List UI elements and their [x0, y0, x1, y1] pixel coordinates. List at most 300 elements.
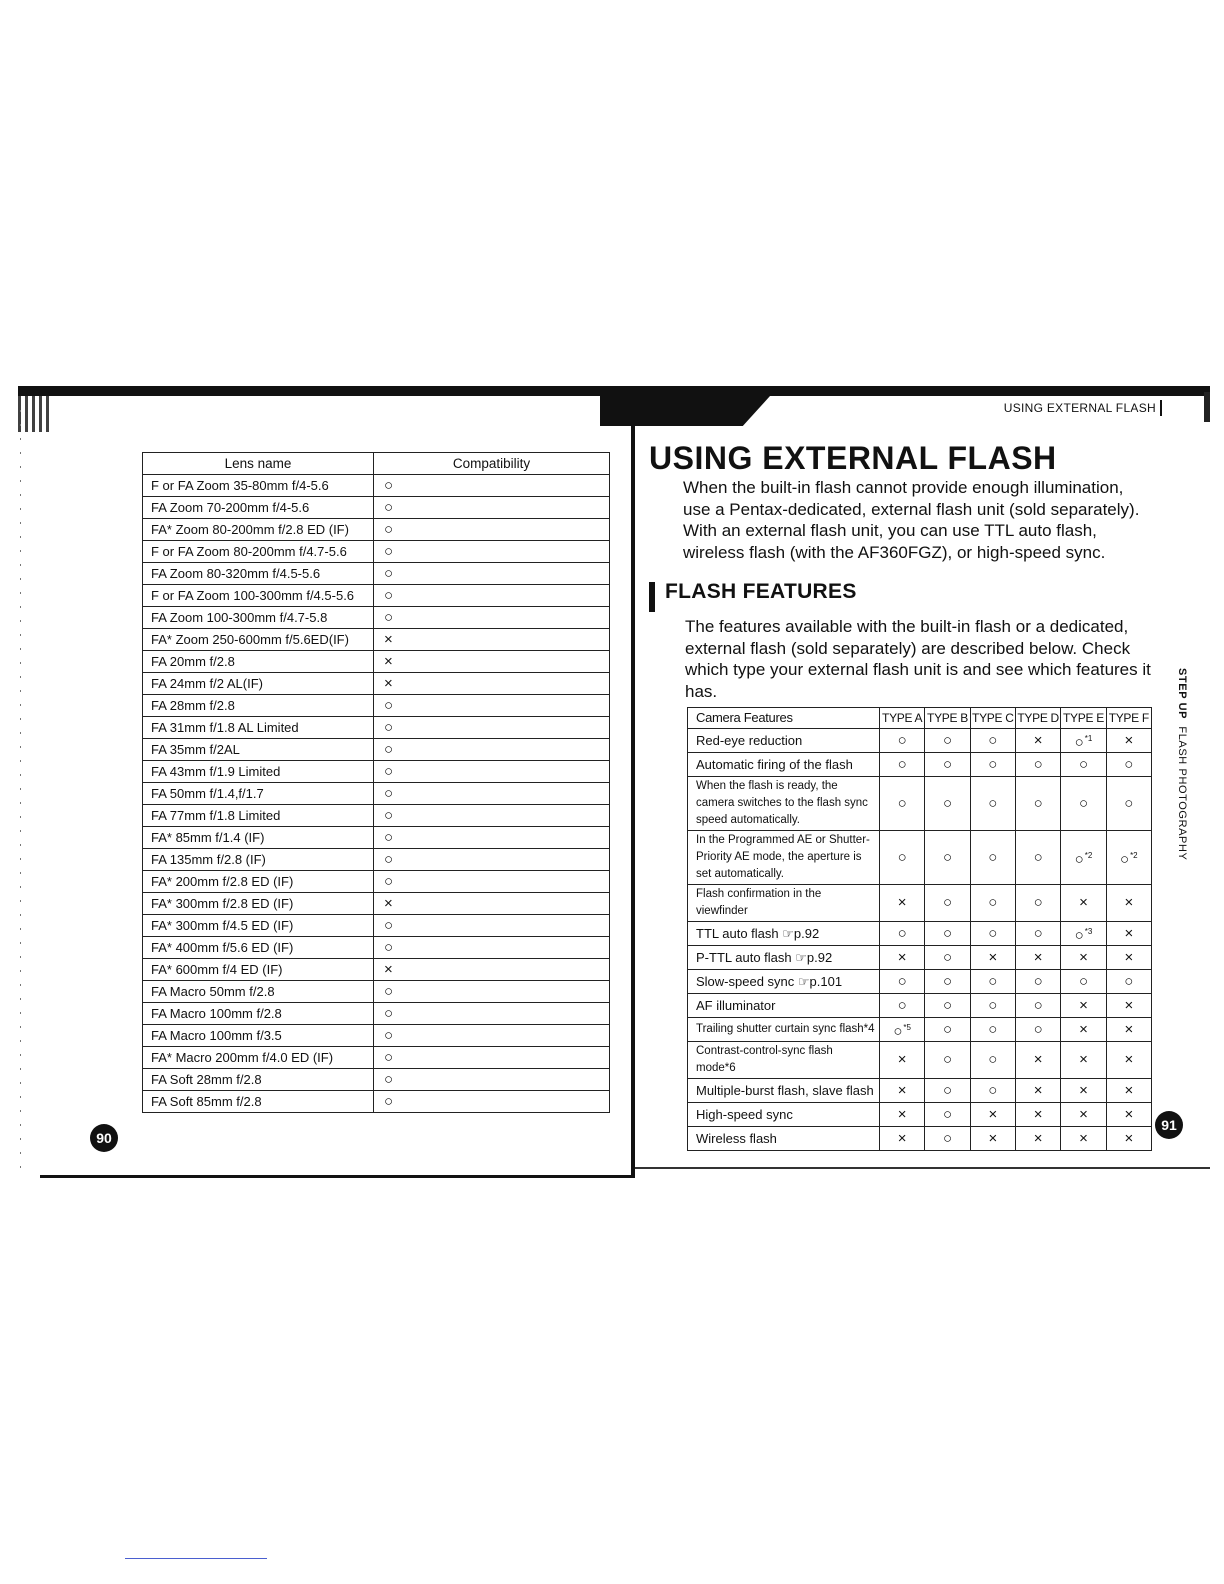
features-table-header [688, 708, 1152, 729]
table-row [143, 937, 610, 959]
support-mark: ○ [988, 1051, 998, 1068]
table-row [688, 1018, 1152, 1042]
table-row [688, 1127, 1152, 1151]
feature-mark-cell [970, 753, 1015, 777]
support-mark: ○ [1074, 926, 1084, 944]
top-band-notch [600, 396, 770, 426]
table-row [143, 915, 610, 937]
compatibility-mark: ○ [374, 585, 610, 607]
support-mark: ○ [942, 848, 953, 866]
table-row [143, 893, 610, 915]
compatibility-mark: ○ [374, 805, 610, 827]
type-e-header: TYPE E [1061, 708, 1106, 729]
support-mark: × [1079, 894, 1088, 911]
table-row [688, 753, 1152, 777]
compatibility-mark: ○ [374, 827, 610, 849]
compatibility-mark: ○ [374, 739, 610, 761]
feature-mark-cell [1061, 922, 1106, 946]
page-number-left: 90 [90, 1124, 118, 1152]
feature-mark-cell [1106, 1103, 1151, 1127]
compatibility-mark: ○ [374, 475, 610, 497]
compatibility-mark: ○ [374, 607, 610, 629]
table-row [143, 827, 610, 849]
camera-features-header: Camera Features [688, 708, 880, 729]
support-mark: × [1124, 1020, 1134, 1038]
footnote-marker: *2 [1130, 850, 1138, 860]
support-mark: × [1079, 996, 1088, 1014]
feature-mark-cell [1015, 946, 1060, 970]
section-body: The features available with the built-in flash or a dedicated, external flash (sold separately) are described below. Check which type your external flash unit is and see which features it has. [685, 617, 1151, 701]
feature-mark-cell [1061, 1127, 1106, 1151]
support-mark: ○ [942, 924, 953, 942]
feature-mark-cell [1061, 946, 1106, 970]
table-row [143, 1025, 610, 1047]
support-mark: ○ [893, 1022, 903, 1040]
feature-label-cell: When the flash is ready, the camera switches to the flash sync speed automatically. [688, 777, 880, 831]
feature-mark-cell [1106, 1127, 1151, 1151]
lens-name-cell: FA Soft 28mm f/2.8 [143, 1069, 374, 1091]
feature-mark-cell [1061, 777, 1106, 831]
feature-mark-cell [880, 885, 925, 922]
feature-mark-cell [925, 1079, 970, 1103]
feature-label-cell: Multiple-burst flash, slave flash [688, 1079, 880, 1103]
feature-mark-cell [925, 970, 970, 994]
feature-mark-cell [880, 1079, 925, 1103]
compatibility-mark: ○ [374, 849, 610, 871]
feature-mark-cell [925, 753, 970, 777]
feature-mark-cell [970, 922, 1015, 946]
support-mark: × [988, 948, 998, 966]
support-mark: ○ [988, 1081, 998, 1099]
compatibility-mark: ○ [374, 1003, 610, 1025]
feature-mark-cell [1106, 831, 1151, 885]
table-row [143, 761, 610, 783]
feature-mark-cell [1106, 729, 1151, 753]
support-mark: ○ [1033, 794, 1043, 812]
feature-mark-cell [1015, 1127, 1060, 1151]
table-row [688, 1079, 1152, 1103]
table-row [143, 519, 610, 541]
support-mark: ○ [1124, 794, 1134, 812]
support-mark: × [988, 1105, 998, 1123]
compatibility-mark: × [374, 959, 610, 981]
table-row [143, 497, 610, 519]
feature-mark-cell [925, 946, 970, 970]
lens-name-cell: FA* 300mm f/2.8 ED (IF) [143, 893, 374, 915]
support-mark: × [988, 1129, 998, 1147]
feature-mark-cell [970, 885, 1015, 922]
support-mark: ○ [897, 848, 907, 866]
table-row [688, 1103, 1152, 1127]
lens-name-cell: FA* 300mm f/4.5 ED (IF) [143, 915, 374, 937]
lens-name-cell: FA* 600mm f/4 ED (IF) [143, 959, 374, 981]
support-mark: × [1033, 1105, 1043, 1123]
lens-compatibility-table [142, 452, 610, 1113]
feature-mark-cell [1106, 922, 1151, 946]
support-mark: ○ [1033, 1020, 1043, 1038]
lens-name-cell: FA 24mm f/2 AL(IF) [143, 673, 374, 695]
side-section-tab [1168, 668, 1188, 860]
feature-mark-cell [1106, 1079, 1151, 1103]
lens-name-cell: FA* Macro 200mm f/4.0 ED (IF) [143, 1047, 374, 1069]
support-mark: × [1079, 1105, 1088, 1123]
feature-mark-cell [1015, 1018, 1060, 1042]
feature-mark-cell [970, 970, 1015, 994]
feature-mark-cell [925, 922, 970, 946]
compatibility-mark: ○ [374, 717, 610, 739]
footnote-marker: *1 [1084, 733, 1093, 743]
feature-mark-cell [925, 1042, 970, 1079]
support-mark: ○ [1074, 850, 1084, 868]
feature-mark-cell [1015, 1079, 1060, 1103]
table-row [143, 717, 610, 739]
intro-paragraph: When the built-in flash cannot provide enough illumination, use a Pentax-dedicated, external flash unit (sold separately). With an external flash unit, you can use TTL auto flash, wireless flash (with the AF360FGZ), or high-speed sync. [683, 478, 1140, 562]
feature-mark-cell [970, 777, 1015, 831]
bottom-rule-left [40, 1175, 635, 1178]
table-row [688, 729, 1152, 753]
table-row [143, 981, 610, 1003]
feature-mark-cell [970, 831, 1015, 885]
feature-mark-cell [880, 753, 925, 777]
support-mark: ○ [897, 755, 907, 773]
feature-mark-cell [1061, 885, 1106, 922]
compatibility-mark: ○ [374, 981, 610, 1003]
compatibility-mark: × [374, 629, 610, 651]
feature-mark-cell [880, 1127, 925, 1151]
support-mark: × [1079, 1129, 1088, 1147]
lens-table-header [143, 453, 610, 475]
type-f-header: TYPE F [1106, 708, 1151, 729]
lens-name-cell: FA Zoom 70-200mm f/4-5.6 [143, 497, 374, 519]
support-mark: × [897, 894, 907, 911]
compatibility-mark: ○ [374, 1047, 610, 1069]
feature-mark-cell [1106, 885, 1151, 922]
table-row [688, 922, 1152, 946]
type-a-header: TYPE A [880, 708, 925, 729]
support-mark: × [1124, 1129, 1134, 1147]
support-mark: × [1124, 1105, 1134, 1123]
support-mark: ○ [988, 848, 998, 866]
table-row [143, 541, 610, 563]
lens-name-header: Lens name [143, 453, 374, 475]
feature-mark-cell [925, 831, 970, 885]
feature-mark-cell [1015, 1042, 1060, 1079]
lens-name-cell: FA 77mm f/1.8 Limited [143, 805, 374, 827]
table-row [143, 563, 610, 585]
support-mark: ○ [942, 731, 953, 749]
support-mark: ○ [1033, 848, 1043, 866]
registration-marks [18, 396, 52, 432]
support-mark: ○ [988, 755, 998, 773]
section-title: FLASH FEATURES [665, 580, 857, 603]
lens-name-cell: FA 35mm f/2AL [143, 739, 374, 761]
support-mark: ○ [1033, 755, 1043, 773]
support-mark: ○ [1120, 850, 1130, 868]
support-mark: ○ [942, 948, 953, 966]
table-row [143, 739, 610, 761]
support-mark: ○ [988, 924, 998, 942]
support-mark: ○ [988, 1020, 998, 1038]
lens-name-cell: FA Macro 50mm f/2.8 [143, 981, 374, 1003]
feature-mark-cell [1061, 994, 1106, 1018]
feature-mark-cell [1061, 1042, 1106, 1079]
support-mark: × [1079, 1051, 1088, 1068]
type-d-header: TYPE D [1015, 708, 1060, 729]
feature-label-cell: In the Programmed AE or Shutter-Priority AE mode, the aperture is set automatically. [688, 831, 880, 885]
footnote-marker: *3 [1084, 926, 1093, 936]
support-mark: × [1079, 948, 1088, 966]
section-bar [649, 582, 655, 612]
type-c-header: TYPE C [970, 708, 1015, 729]
feature-label-cell: TTL auto flash ☞p.92 [688, 922, 880, 946]
support-mark: × [1124, 894, 1134, 911]
feature-mark-cell [970, 1042, 1015, 1079]
top-band [18, 386, 1210, 396]
support-mark: ○ [897, 972, 907, 990]
running-head: USING EXTERNAL FLASH [960, 400, 1162, 416]
support-mark: ○ [988, 996, 998, 1014]
flash-features-table [687, 707, 1152, 1151]
feature-mark-cell [880, 994, 925, 1018]
feature-mark-cell [880, 1018, 925, 1042]
feature-mark-cell [1015, 970, 1060, 994]
feature-mark-cell [880, 946, 925, 970]
feature-mark-cell [1015, 753, 1060, 777]
support-mark: ○ [942, 1051, 953, 1068]
support-mark: ○ [897, 794, 907, 812]
compatibility-mark: ○ [374, 541, 610, 563]
support-mark: × [1033, 1051, 1043, 1068]
lens-name-cell: F or FA Zoom 100-300mm f/4.5-5.6 [143, 585, 374, 607]
feature-mark-cell [1061, 1103, 1106, 1127]
compatibility-mark: ○ [374, 519, 610, 541]
feature-mark-cell [1106, 777, 1151, 831]
feature-mark-cell [1106, 946, 1151, 970]
lens-name-cell: F or FA Zoom 35-80mm f/4-5.6 [143, 475, 374, 497]
feature-mark-cell [1106, 994, 1151, 1018]
lens-name-cell: FA Zoom 80-320mm f/4.5-5.6 [143, 563, 374, 585]
support-mark: ○ [1124, 755, 1134, 773]
feature-mark-cell [1015, 831, 1060, 885]
compatibility-mark: × [374, 673, 610, 695]
lens-name-cell: FA Macro 100mm f/3.5 [143, 1025, 374, 1047]
underline-mark [125, 1558, 267, 1559]
feature-mark-cell [880, 922, 925, 946]
compatibility-header: Compatibility [374, 453, 610, 475]
support-mark: ○ [942, 1129, 953, 1147]
compatibility-mark: ○ [374, 1091, 610, 1113]
compatibility-mark: ○ [374, 1069, 610, 1091]
page-number-right: 91 [1155, 1111, 1183, 1139]
feature-mark-cell [970, 1103, 1015, 1127]
lens-name-cell: FA* 200mm f/2.8 ED (IF) [143, 871, 374, 893]
feature-mark-cell [970, 994, 1015, 1018]
support-mark: ○ [988, 972, 998, 990]
support-mark: × [1124, 948, 1134, 966]
support-mark: × [1124, 1081, 1134, 1099]
support-mark: ○ [897, 731, 907, 749]
feature-mark-cell [925, 1103, 970, 1127]
compatibility-mark: × [374, 651, 610, 673]
lens-name-cell: FA 31mm f/1.8 AL Limited [143, 717, 374, 739]
compatibility-mark: ○ [374, 915, 610, 937]
support-mark: × [1033, 1081, 1043, 1099]
support-mark: ○ [942, 1081, 953, 1099]
table-row [688, 970, 1152, 994]
feature-mark-cell [1061, 1079, 1106, 1103]
lens-name-cell: FA* 85mm f/1.4 (IF) [143, 827, 374, 849]
feature-mark-cell [1061, 1018, 1106, 1042]
feature-mark-cell [1015, 994, 1060, 1018]
support-mark: ○ [1078, 755, 1088, 773]
support-mark: ○ [1033, 894, 1043, 911]
table-row [143, 673, 610, 695]
lens-table-body [143, 475, 610, 1113]
compatibility-mark: ○ [374, 783, 610, 805]
compatibility-mark: ○ [374, 871, 610, 893]
feature-mark-cell [925, 994, 970, 1018]
support-mark: ○ [942, 1020, 953, 1038]
bottom-rule-right [635, 1167, 1210, 1169]
table-row [143, 695, 610, 717]
page-title: USING EXTERNAL FLASH [649, 440, 1057, 476]
lens-name-cell: FA 20mm f/2.8 [143, 651, 374, 673]
feature-label-cell: Contrast-control-sync flash mode*6 [688, 1042, 880, 1079]
fold-line [20, 410, 21, 1180]
support-mark: × [897, 1051, 907, 1068]
support-mark: ○ [942, 794, 953, 812]
support-mark: ○ [942, 894, 953, 911]
support-mark: × [897, 948, 907, 966]
support-mark: ○ [942, 972, 953, 990]
support-mark: × [1033, 731, 1043, 749]
lens-name-cell: FA 50mm f/1.4,f/1.7 [143, 783, 374, 805]
table-row [143, 871, 610, 893]
footnote-marker: *2 [1084, 850, 1093, 860]
support-mark: ○ [1074, 733, 1084, 751]
feature-mark-cell [1061, 831, 1106, 885]
table-row [688, 1042, 1152, 1079]
feature-mark-cell [1015, 922, 1060, 946]
support-mark: ○ [942, 1105, 953, 1123]
support-mark: × [1124, 731, 1134, 749]
lens-name-cell: FA 28mm f/2.8 [143, 695, 374, 717]
table-row [143, 783, 610, 805]
feature-mark-cell [1015, 885, 1060, 922]
side-tab-chapter: FLASH PHOTOGRAPHY [1176, 726, 1188, 861]
lens-name-cell: FA Macro 100mm f/2.8 [143, 1003, 374, 1025]
table-row [143, 475, 610, 497]
support-mark: × [1033, 1129, 1043, 1147]
compatibility-mark: × [374, 893, 610, 915]
compatibility-mark: ○ [374, 563, 610, 585]
lens-name-cell: FA Soft 85mm f/2.8 [143, 1091, 374, 1113]
feature-mark-cell [1015, 777, 1060, 831]
support-mark: ○ [1033, 996, 1043, 1014]
support-mark: × [1124, 924, 1134, 942]
support-mark: ○ [1078, 972, 1088, 990]
table-row [143, 1091, 610, 1113]
side-tab-section: STEP UP [1176, 668, 1188, 720]
table-row [143, 959, 610, 981]
lens-name-cell: FA* 400mm f/5.6 ED (IF) [143, 937, 374, 959]
table-row [688, 946, 1152, 970]
feature-mark-cell [970, 729, 1015, 753]
lens-name-cell: FA Zoom 100-300mm f/4.7-5.8 [143, 607, 374, 629]
feature-mark-cell [970, 1018, 1015, 1042]
table-row [143, 1003, 610, 1025]
feature-mark-cell [970, 1079, 1015, 1103]
support-mark: × [1124, 1051, 1134, 1068]
feature-mark-cell [925, 1018, 970, 1042]
table-row [143, 1047, 610, 1069]
support-mark: ○ [942, 755, 953, 773]
support-mark: × [1124, 996, 1134, 1014]
feature-mark-cell [880, 729, 925, 753]
support-mark: × [897, 1081, 907, 1099]
lens-name-cell: FA* Zoom 250-600mm f/5.6ED(IF) [143, 629, 374, 651]
support-mark: × [897, 1129, 907, 1147]
table-row [143, 1069, 610, 1091]
feature-mark-cell [880, 777, 925, 831]
feature-label-cell: Automatic firing of the flash [688, 753, 880, 777]
compatibility-mark: ○ [374, 937, 610, 959]
feature-mark-cell [970, 1127, 1015, 1151]
feature-label-cell: Wireless flash [688, 1127, 880, 1151]
support-mark: ○ [942, 996, 953, 1014]
table-row [143, 651, 610, 673]
lens-name-cell: FA 135mm f/2.8 (IF) [143, 849, 374, 871]
feature-mark-cell [1106, 1042, 1151, 1079]
table-row [688, 885, 1152, 922]
feature-mark-cell [925, 1127, 970, 1151]
support-mark: ○ [1078, 794, 1088, 812]
feature-mark-cell [1015, 729, 1060, 753]
table-row [143, 849, 610, 871]
feature-mark-cell [925, 885, 970, 922]
table-row [143, 607, 610, 629]
lens-name-cell: FA* Zoom 80-200mm f/2.8 ED (IF) [143, 519, 374, 541]
table-row [688, 777, 1152, 831]
support-mark: × [1033, 948, 1043, 966]
feature-label-cell: Slow-speed sync ☞p.101 [688, 970, 880, 994]
compatibility-mark: ○ [374, 761, 610, 783]
feature-mark-cell [1106, 970, 1151, 994]
feature-mark-cell [1015, 1103, 1060, 1127]
feature-mark-cell [880, 970, 925, 994]
support-mark: ○ [897, 924, 907, 942]
feature-label-cell: Red-eye reduction [688, 729, 880, 753]
page-gutter [631, 396, 635, 1176]
feature-mark-cell [1061, 753, 1106, 777]
feature-mark-cell [970, 946, 1015, 970]
support-mark: × [1079, 1020, 1088, 1038]
feature-mark-cell [1061, 729, 1106, 753]
support-mark: ○ [897, 996, 907, 1014]
table-row [143, 805, 610, 827]
support-mark: ○ [988, 731, 998, 749]
feature-label-cell: P-TTL auto flash ☞p.92 [688, 946, 880, 970]
feature-mark-cell [925, 729, 970, 753]
compatibility-mark: ○ [374, 1025, 610, 1047]
feature-mark-cell [1106, 1018, 1151, 1042]
registration-mark-right [1204, 392, 1210, 422]
feature-mark-cell [880, 831, 925, 885]
features-table-body [688, 729, 1152, 1151]
support-mark: ○ [988, 894, 998, 911]
table-row [688, 831, 1152, 885]
feature-mark-cell [1106, 753, 1151, 777]
